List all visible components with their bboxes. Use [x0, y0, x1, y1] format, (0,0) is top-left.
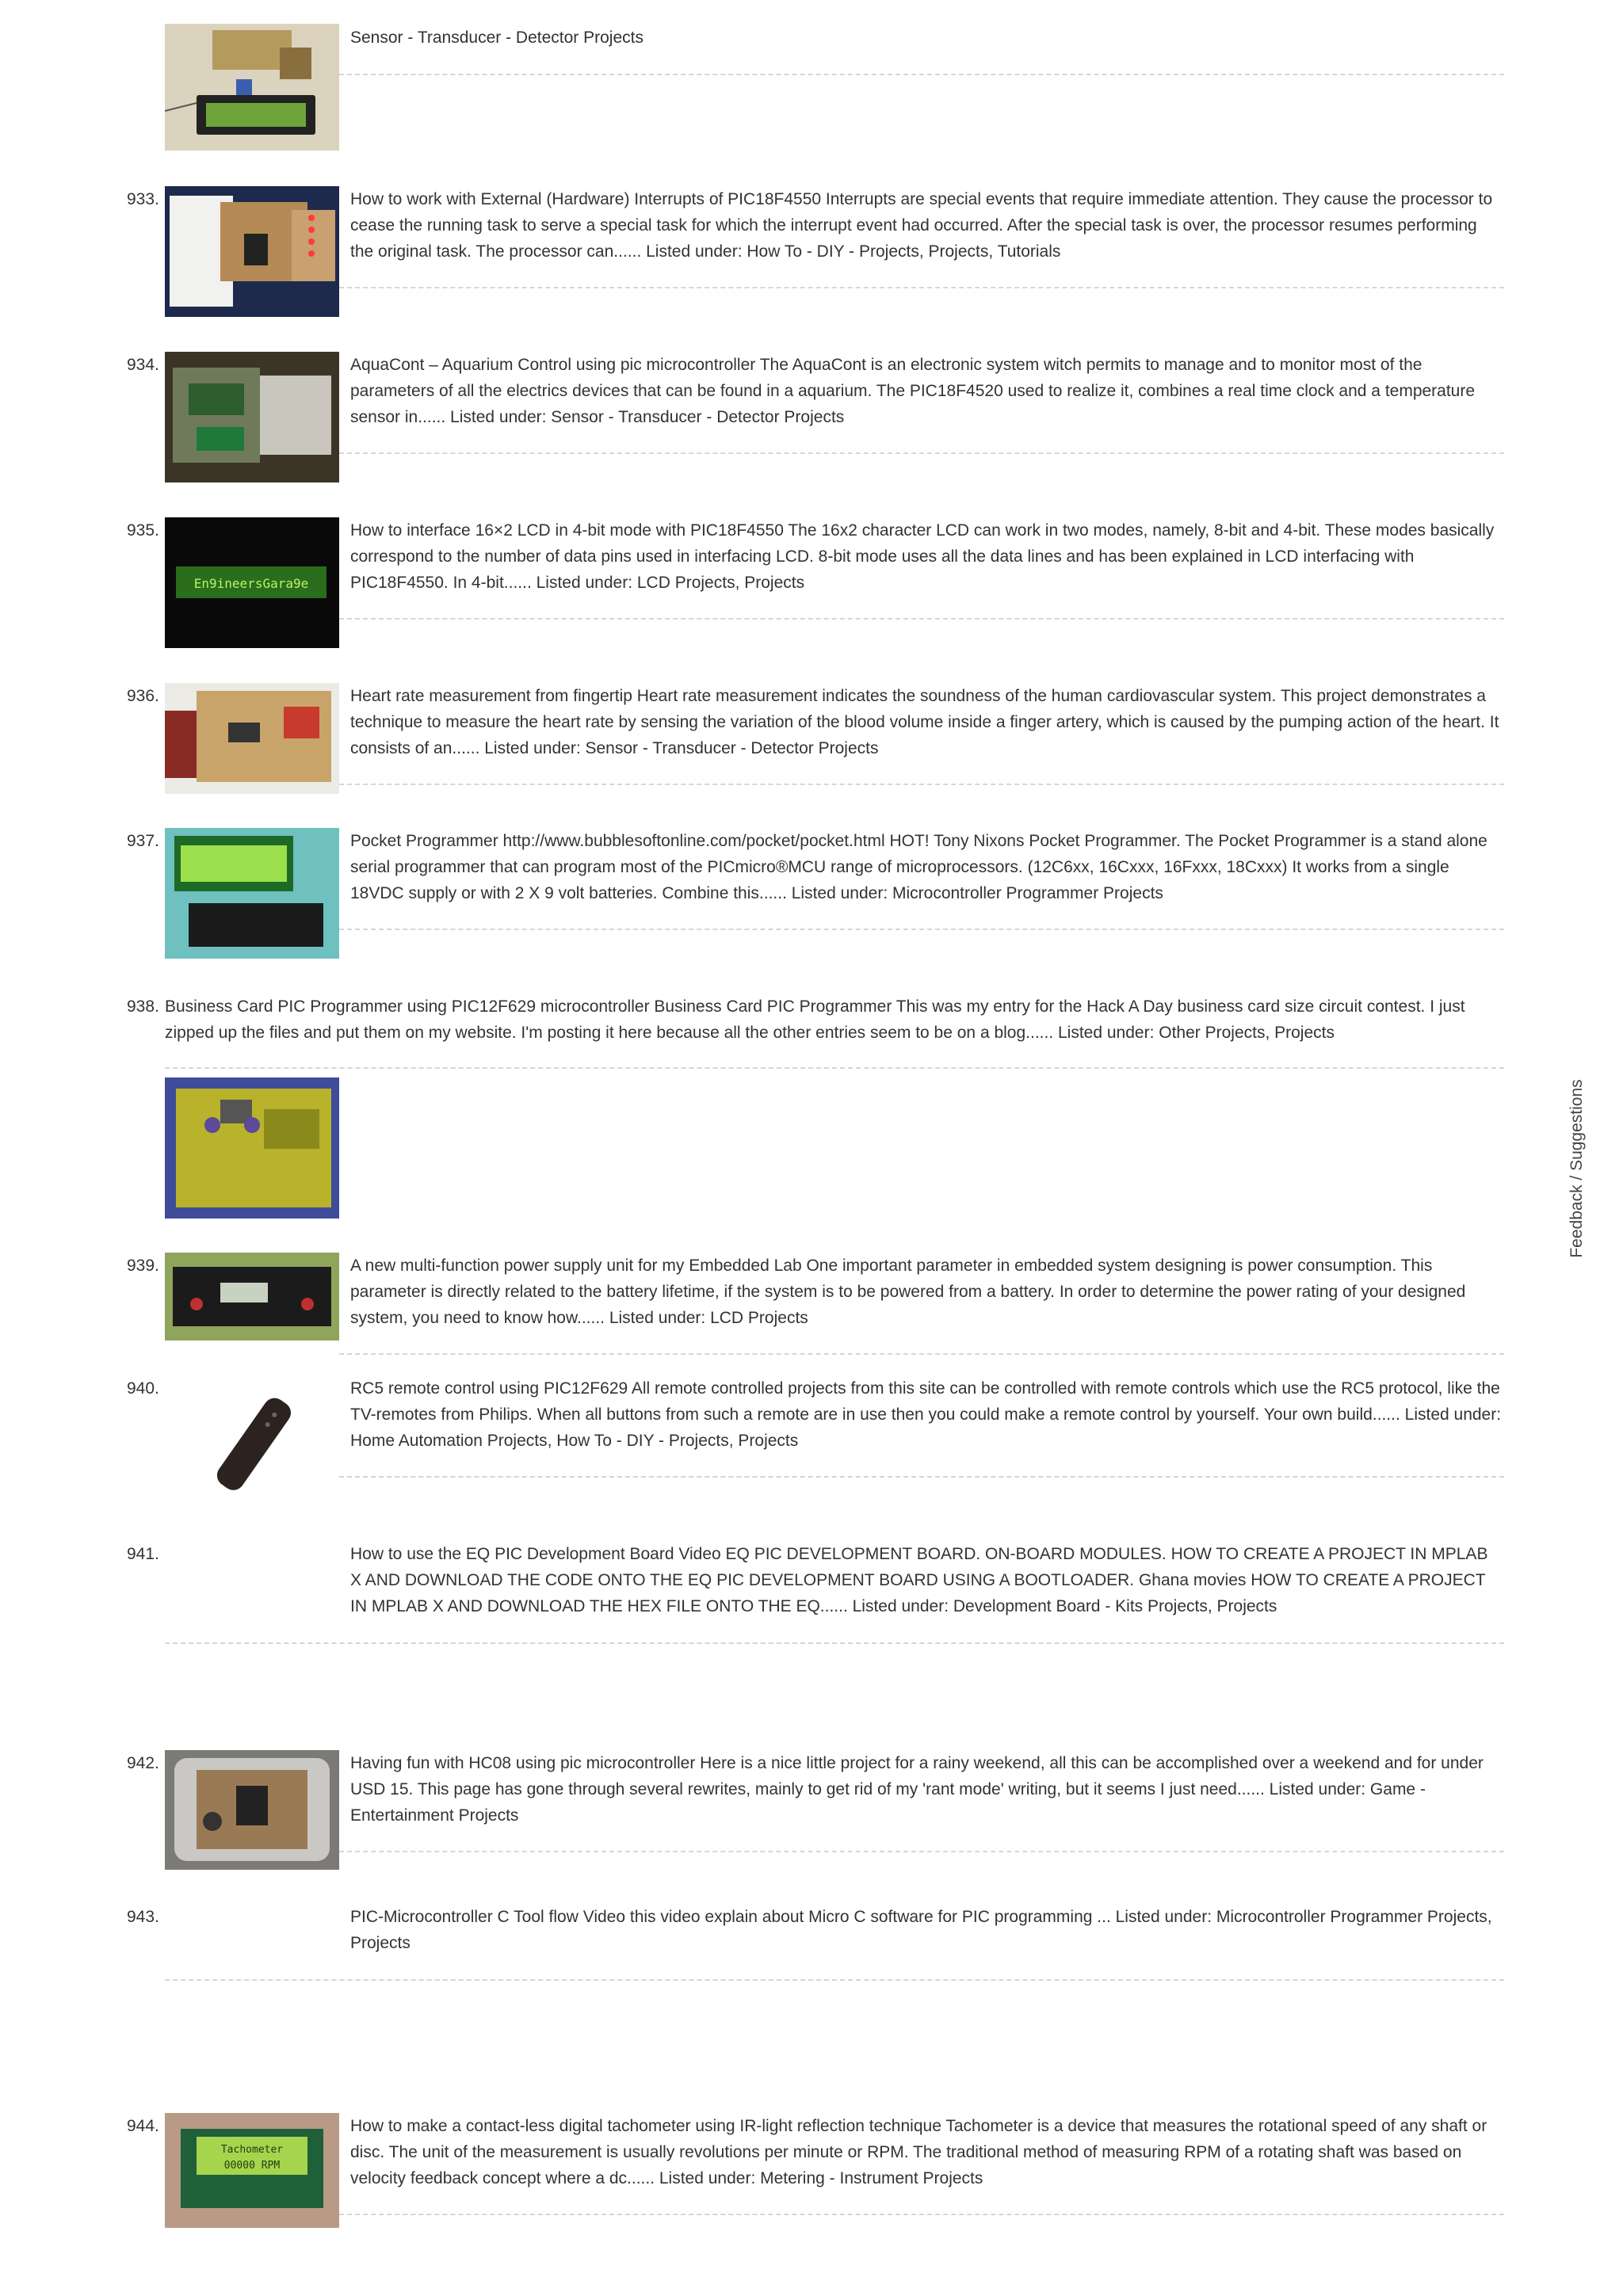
item-description: Sensor - Transducer - Detector Projects	[350, 29, 643, 47]
feedback-tab[interactable]	[1565, 1077, 1589, 1260]
item-number: 937.	[127, 832, 159, 850]
item-divider	[339, 2214, 1504, 2215]
item-description: Pocket Programmer http://www.bubblesoftonline.com/pocket/pocket.html HOT! Tony Nixons Pocket Programmer. The Pocket Programmer is a stand alone serial programmer that can program most of the PICmicro®MCU range of microprocessors. (12C6xx, 16Cxxx, 16Fxxx, 18Cxxx) It works from a single 18VDC supply or with 2 X 9 volt batteries. Combine this...... Listed under: Microcontroller Programmer Projects	[350, 832, 1487, 902]
item-divider	[339, 1851, 1504, 1852]
feedback-label: Feedback / Suggestions	[1568, 1079, 1586, 1258]
item-description: How to interface 16×2 LCD in 4-bit mode with PIC18F4550 The 16x2 character LCD can work in two modes, namely, 8-bit and 4-bit. These modes basically correspond to the number of data pins used in interfacing LCD. 8-bit mode uses all the data lines and has been explained in LCD interfacing with PIC18F4550. In 4-bit...... Listed under: LCD Projects, Projects	[350, 521, 1495, 592]
item-description: Heart rate measurement from fingertip Heart rate measurement indicates the soundness of the human cardiovascular system. This project demonstrates a technique to measure the heart rate by sensing the variation of the blood volume inside a finger artery, which is caused by the pumping action of the heart. It consists of an...... Listed under: Sensor - Transducer - Detector Projects	[350, 687, 1499, 757]
item-description: How to make a contact-less digital tachometer using IR-light reflection technique Tachometer is a device that measures the rotational speed of any shaft or disc. The unit of the measurement is usually revolutions per minute or RPM. The traditional method of measuring RPM of a rotating shaft was based on velocity feedback concept where a dc...... Listed under: Metering - Instrument Projects	[350, 2117, 1487, 2187]
item-number: 940.	[127, 1379, 159, 1398]
item-description: Business Card PIC Programmer using PIC12F629 microcontroller Business Card PIC Programmer This was my entry for the Hack A Day business card size circuit contest. I just zipped up the files and put them on my website. I'm posting it here because all the other entries seem to be on a blog...... Listed under: Other Projects, Projects	[165, 997, 1465, 1042]
item-description: AquaCont – Aquarium Control using pic microcontroller The AquaCont is an electronic system witch permits to manage and to monitor most of the parameters of all the electrics devices that can be found in a aquarium. The PIC18F4520 used to realize it, combines a real time clock and a temperature sensor in...... Listed under: Sensor - Transducer - Detector Projects	[350, 356, 1476, 426]
item-number: 935.	[127, 521, 159, 540]
item-description: Having fun with HC08 using pic microcontroller Here is a nice little project for a rainy weekend, all this can be accomplished over a weekend and for under USD 15. This page has gone through several rewrites, mainly to get rid of my 'rant mode' writing, but it seems I just need...... Listed under: Game - Entertainment Projects	[350, 1754, 1484, 1825]
item-number: 934.	[127, 356, 159, 374]
project-thumbnail[interactable]	[165, 186, 339, 317]
item-number: 936.	[127, 687, 159, 705]
item-divider	[339, 1476, 1504, 1478]
item-number: 938.	[127, 997, 159, 1016]
item-number: 941.	[127, 1545, 159, 1563]
item-divider	[165, 1642, 1504, 1644]
project-thumbnail[interactable]	[165, 2113, 339, 2228]
item-number: 933.	[127, 190, 159, 208]
project-thumbnail[interactable]	[165, 517, 339, 648]
item-number: 944.	[127, 2117, 159, 2135]
item-description: PIC-Microcontroller C Tool flow Video this video explain about Micro C software for PIC programming ... Listed under: Microcontroller Programmer Projects, Projects	[350, 1908, 1492, 1952]
item-number: 943.	[127, 1908, 159, 1926]
item-divider	[339, 452, 1504, 454]
lcd-text-line-2: 00000 RPM	[223, 2160, 281, 2172]
project-thumbnail[interactable]	[165, 1077, 339, 1219]
item-description: A new multi-function power supply unit for my Embedded Lab One important parameter in embedded system designing is power consumption. This parameter is directly related to the battery lifetime, if the system is to be powered from a battery. In order to determine the power rating of your designed system, you need to know how...... Listed under: LCD Projects	[350, 1257, 1466, 1327]
item-divider	[339, 784, 1504, 785]
lcd-text-line-1: Tachometer	[220, 2144, 284, 2156]
project-thumbnail[interactable]	[165, 1750, 339, 1870]
item-divider	[339, 74, 1504, 75]
item-divider	[339, 929, 1504, 930]
project-thumbnail[interactable]	[165, 683, 339, 794]
item-divider	[339, 618, 1504, 620]
item-description: RC5 remote control using PIC12F629 All remote controlled projects from this site can be controlled with remote controls which use the RC5 protocol, like the TV-remotes from Philips. When all buttons from such a remote are in use then you could make a remote control by yourself. Your own build...... Listed under: Home Automation Projects, How To - DIY - Projects, Projects	[350, 1379, 1502, 1450]
item-divider	[339, 1353, 1504, 1355]
item-divider	[339, 287, 1504, 288]
project-thumbnail[interactable]	[165, 352, 339, 482]
project-thumbnail[interactable]	[165, 828, 339, 959]
item-description: How to work with External (Hardware) Interrupts of PIC18F4550 Interrupts are special events that require immediate attention. They cause the processor to cease the running task to serve a special task for which the interrupt event had occurred. After the special task is over, the processor resumes performing the original task. The processor can...... Listed under: How To - DIY - Projects, Projects, Tutorials	[350, 190, 1493, 261]
lcd-text: En9ineersGara9e	[193, 576, 309, 591]
project-thumbnail[interactable]	[165, 24, 339, 151]
project-thumbnail[interactable]	[165, 1253, 339, 1341]
project-thumbnail[interactable]	[165, 1375, 339, 1506]
item-number: 939.	[127, 1257, 159, 1275]
item-number: 942.	[127, 1754, 159, 1772]
item-description: How to use the EQ PIC Development Board Video EQ PIC DEVELOPMENT BOARD. ON-BOARD MODULES. HOW TO CREATE A PROJECT IN MPLAB X AND DOWNLOAD THE CODE ONTO THE EQ PIC DEVELOPMENT BOARD USING A BOOTLOADER. Ghana movies HOW TO CREATE A PROJECT IN MPLAB X AND DOWNLOAD THE HEX FILE ONTO THE EQ...... Listed under: Development Board - Kits Projects, Projects	[350, 1545, 1488, 1615]
item-divider	[165, 1067, 1504, 1069]
item-divider	[165, 1979, 1504, 1981]
